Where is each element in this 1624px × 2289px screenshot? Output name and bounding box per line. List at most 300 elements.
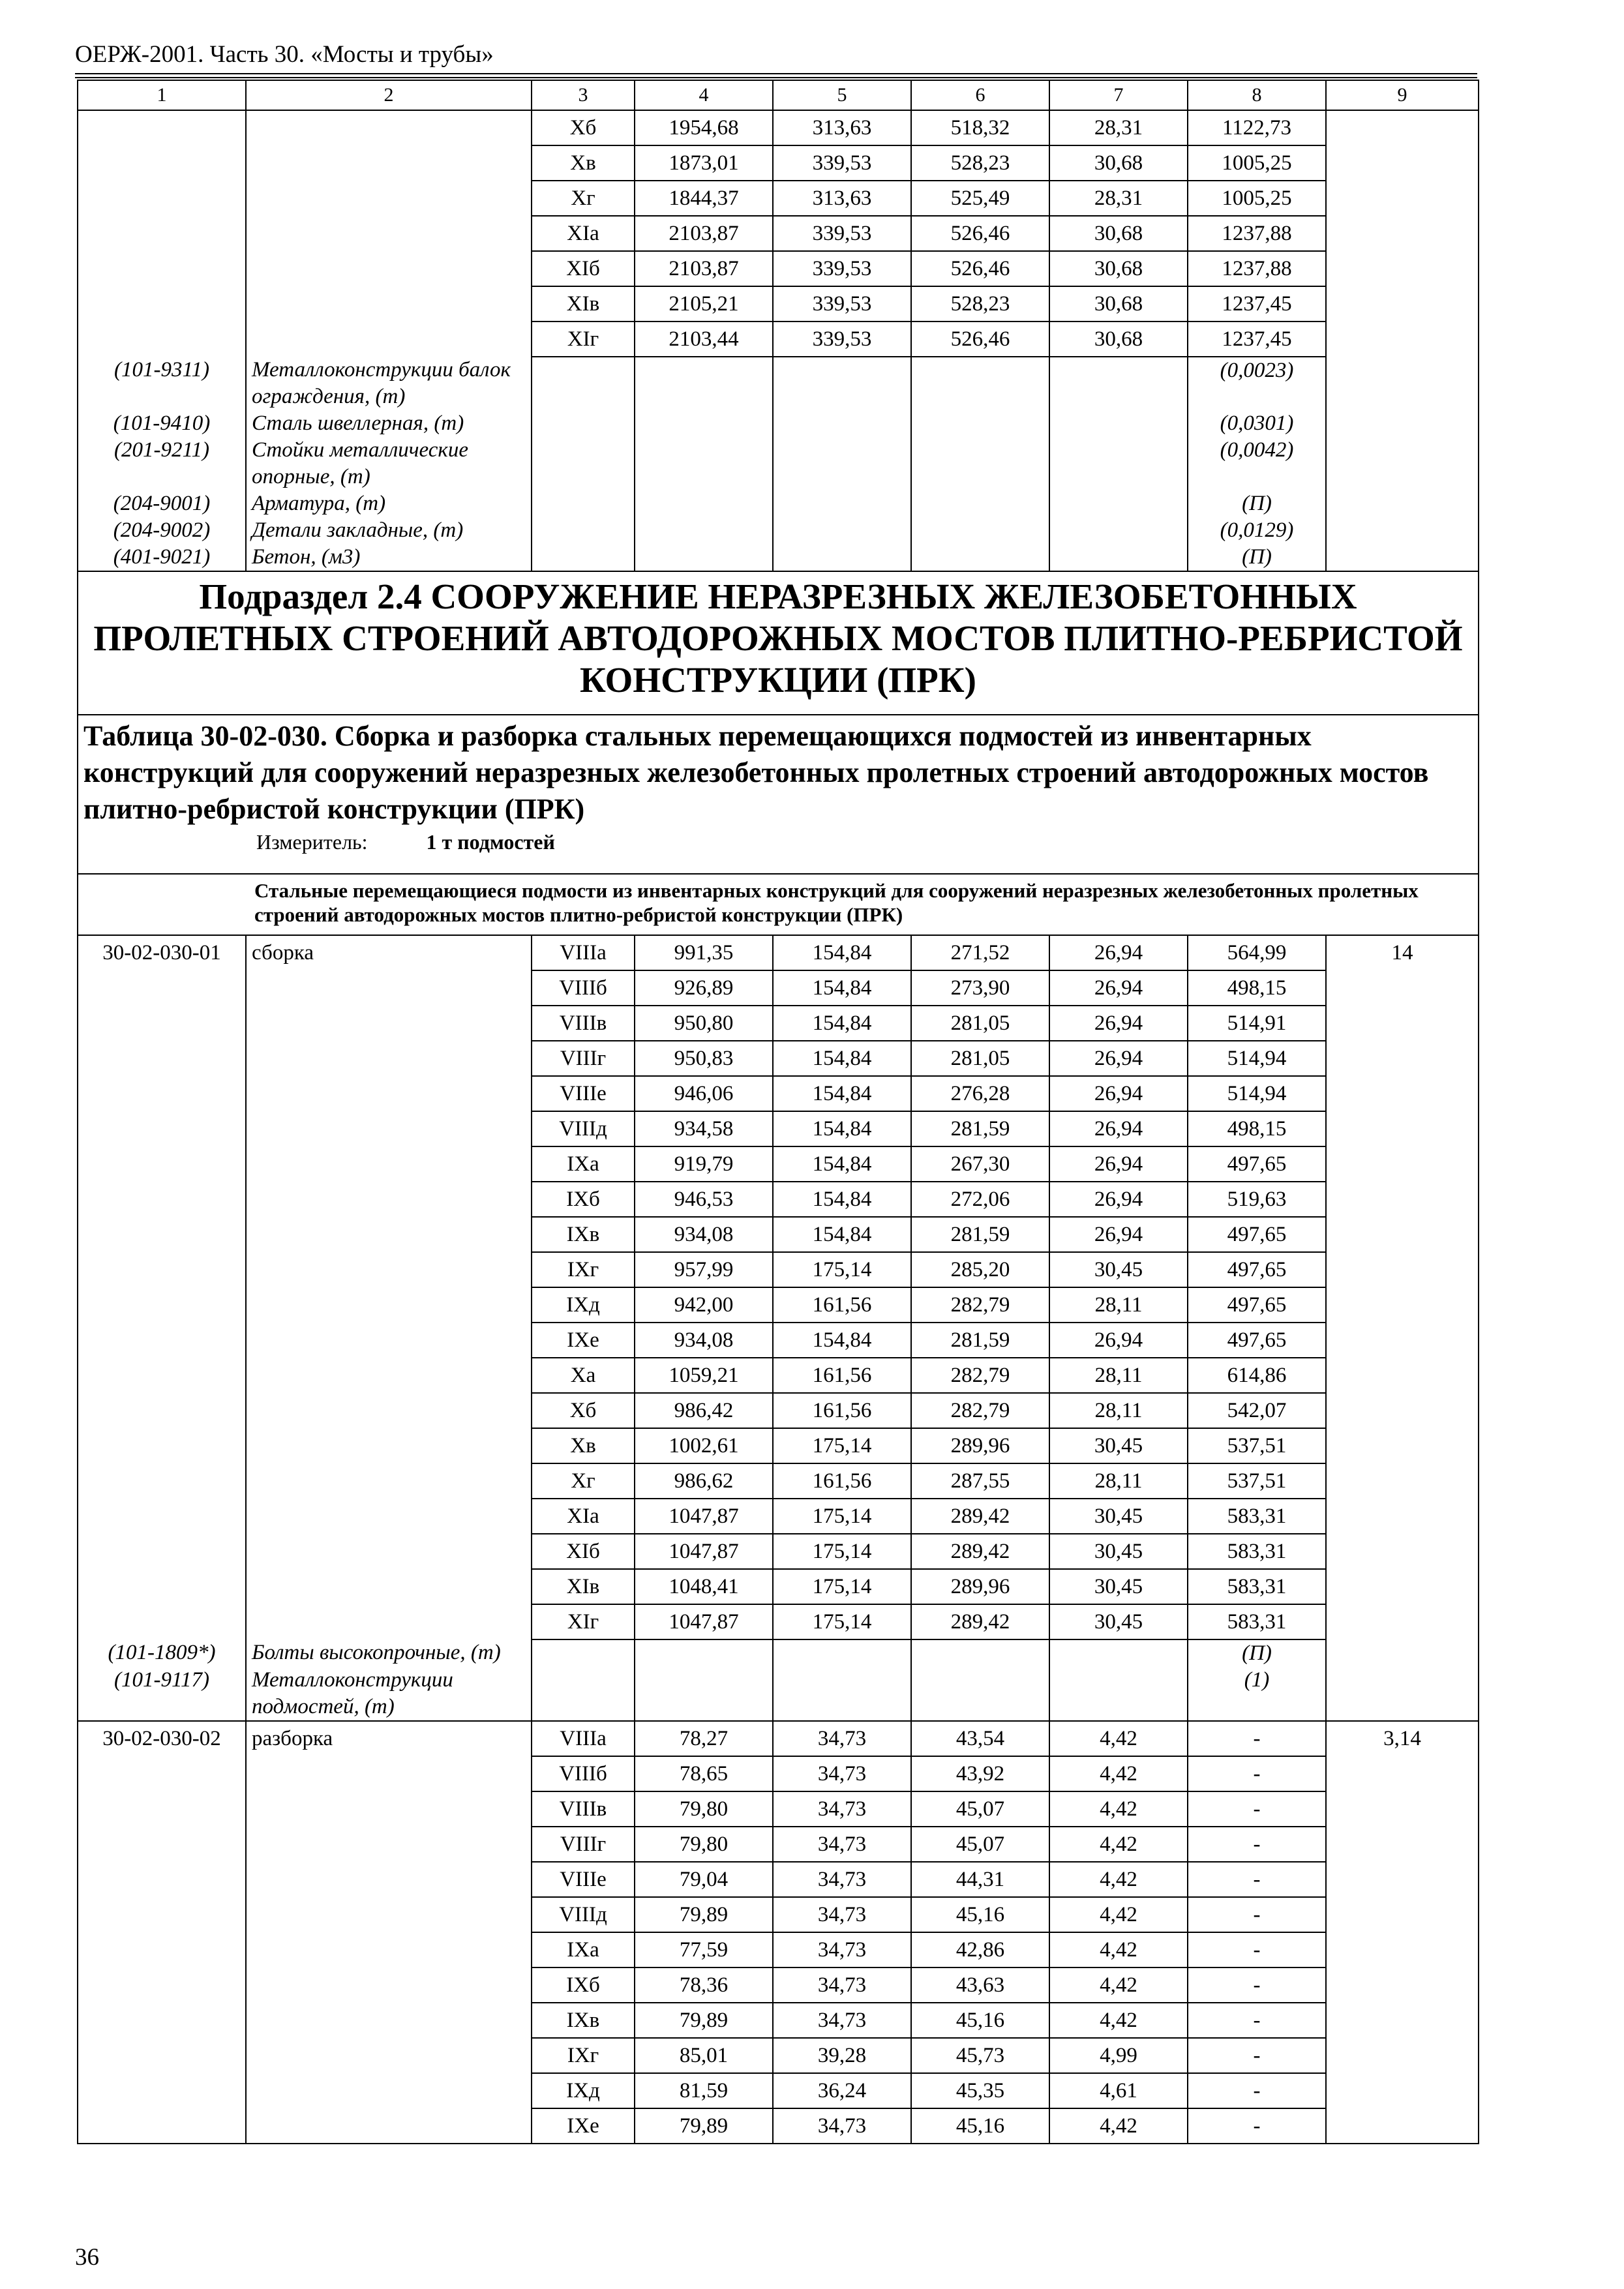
data-row — [78, 2038, 1479, 2073]
value-cell-c7: 30,68 — [1049, 145, 1188, 181]
name-cell — [246, 181, 532, 216]
name-cell — [246, 1569, 532, 1604]
code-cell — [78, 1041, 246, 1076]
empty-cell — [532, 490, 635, 517]
name-cell — [246, 2038, 532, 2073]
value-cell-c5: 34,73 — [773, 1827, 911, 1862]
empty-cell — [1326, 410, 1479, 437]
value-cell-c7: 26,94 — [1049, 1006, 1188, 1041]
resource-value: (0,0023) — [1188, 357, 1326, 410]
value-cell-c6: 281,05 — [911, 1041, 1049, 1076]
empty-cell — [635, 1639, 773, 1667]
value-cell-c6: 276,28 — [911, 1076, 1049, 1111]
value-cell-c8: 498,15 — [1188, 970, 1326, 1006]
column-number: 5 — [773, 80, 911, 110]
col9-cell — [1326, 1604, 1479, 1639]
code-cell — [78, 1252, 246, 1287]
data-row — [78, 1827, 1479, 1862]
group-cell: XIа — [532, 216, 635, 251]
column-number: 1 — [78, 80, 246, 110]
code-cell — [78, 1897, 246, 1932]
name-cell — [246, 1287, 532, 1323]
value-cell-c6: 285,20 — [911, 1252, 1049, 1287]
value-cell-c7: 30,68 — [1049, 216, 1188, 251]
value-cell-c8: - — [1188, 1791, 1326, 1827]
col9-cell — [1326, 1569, 1479, 1604]
code-cell — [78, 1534, 246, 1569]
empty-cell — [911, 437, 1049, 490]
resource-row — [78, 517, 1479, 544]
value-cell-c7: 28,11 — [1049, 1393, 1188, 1428]
code-cell — [78, 1756, 246, 1791]
section-title: Подраздел 2.4 СООРУЖЕНИЕ НЕРАЗРЕЗНЫХ ЖЕЛЕЗОБЕТОННЫХ ПРОЛЕТНЫХ СТРОЕНИЙ АВТОДОРОЖНЫХ МОСТОВ ПЛИТНО-РЕБРИСТОЙ КОНСТРУКЦИИ (ПРК) — [78, 571, 1479, 715]
value-cell-c5: 175,14 — [773, 1252, 911, 1287]
group-cell: VIIIе — [532, 1076, 635, 1111]
data-row — [78, 110, 1479, 145]
empty-cell — [911, 517, 1049, 544]
col9-cell — [1326, 1463, 1479, 1499]
value-cell-c5: 154,84 — [773, 1323, 911, 1358]
resource-row — [78, 544, 1479, 571]
group-cell: IXб — [532, 1967, 635, 2003]
value-cell-c7: 28,31 — [1049, 181, 1188, 216]
empty-cell — [1049, 410, 1188, 437]
code-cell — [78, 1287, 246, 1323]
group-cell: VIIIб — [532, 1756, 635, 1791]
value-cell-c6: 272,06 — [911, 1182, 1049, 1217]
value-cell-c5: 34,73 — [773, 1721, 911, 1756]
value-cell-c6: 289,96 — [911, 1428, 1049, 1463]
resource-value: (П) — [1188, 1639, 1326, 1667]
value-cell-c4: 79,04 — [635, 1862, 773, 1897]
value-cell-c6: 45,35 — [911, 2073, 1049, 2108]
name-cell — [246, 1463, 532, 1499]
group-cell: XIб — [532, 251, 635, 286]
group-cell: Xб — [532, 110, 635, 145]
value-cell-c6: 289,96 — [911, 1569, 1049, 1604]
data-row — [78, 1252, 1479, 1287]
empty-cell — [532, 1639, 635, 1667]
value-cell-c4: 1047,87 — [635, 1604, 773, 1639]
code-cell — [78, 110, 246, 145]
data-row — [78, 1217, 1479, 1252]
col9-cell — [1326, 1897, 1479, 1932]
value-cell-c7: 4,42 — [1049, 1932, 1188, 1967]
resource-code: (101-1809*) — [78, 1639, 246, 1667]
value-cell-c4: 1844,37 — [635, 181, 773, 216]
value-cell-c6: 287,55 — [911, 1463, 1049, 1499]
group-cell: IXг — [532, 1252, 635, 1287]
data-row — [78, 1076, 1479, 1111]
col9-cell — [1326, 2108, 1479, 2144]
data-row — [78, 1756, 1479, 1791]
name-cell — [246, 1111, 532, 1146]
empty-cell — [635, 490, 773, 517]
resource-name: Болты высокопрочные, (т) — [246, 1639, 532, 1667]
value-cell-c7: 4,99 — [1049, 2038, 1188, 2073]
value-cell-c6: 281,05 — [911, 1006, 1049, 1041]
group-cell: IXг — [532, 2038, 635, 2073]
col9-cell — [1326, 1428, 1479, 1463]
value-cell-c7: 26,94 — [1049, 1111, 1188, 1146]
col9-cell — [1326, 1791, 1479, 1827]
empty-cell — [1049, 517, 1188, 544]
empty-cell — [1049, 1639, 1188, 1667]
empty-cell — [635, 410, 773, 437]
value-cell-c7: 4,42 — [1049, 1791, 1188, 1827]
value-cell-c4: 1047,87 — [635, 1499, 773, 1534]
name-cell — [246, 145, 532, 181]
data-row — [78, 2108, 1479, 2144]
col9-cell — [1326, 1358, 1479, 1393]
empty-cell — [532, 1667, 635, 1721]
value-cell-c8: 1122,73 — [1188, 110, 1326, 145]
table-title: Таблица 30-02-030. Сборка и разборка стальных перемещающихся подмостей из инвентарных конструкций для сооружений неразрезных железобетонных пролетных строений автодорожных мостов плитно-ребристой конструкции (ПРК) — [83, 720, 1429, 825]
name-cell — [246, 1323, 532, 1358]
value-cell-c4: 1048,41 — [635, 1569, 773, 1604]
value-cell-c6: 282,79 — [911, 1287, 1049, 1323]
empty-cell — [1049, 1667, 1188, 1721]
data-row — [78, 1006, 1479, 1041]
table-title-row — [78, 715, 1479, 874]
col9-cell — [1326, 1827, 1479, 1862]
empty-cell — [773, 517, 911, 544]
column-number: 8 — [1188, 80, 1326, 110]
value-cell-c4: 957,99 — [635, 1252, 773, 1287]
value-cell-c8: - — [1188, 1721, 1326, 1756]
value-cell-c5: 154,84 — [773, 1146, 911, 1182]
resource-name: Бетон, (м3) — [246, 544, 532, 571]
value-cell-c7: 28,11 — [1049, 1358, 1188, 1393]
value-cell-c5: 161,56 — [773, 1287, 911, 1323]
value-cell-c4: 2103,87 — [635, 251, 773, 286]
data-row — [78, 1534, 1479, 1569]
name-cell — [246, 1862, 532, 1897]
resource-code: (101-9117) — [78, 1667, 246, 1721]
group-cell: Xв — [532, 1428, 635, 1463]
group-cell: VIIIб — [532, 970, 635, 1006]
empty-cell — [773, 410, 911, 437]
value-cell-c7: 4,42 — [1049, 1756, 1188, 1791]
group-cell: VIIIв — [532, 1791, 635, 1827]
empty-cell — [1326, 517, 1479, 544]
value-cell-c5: 313,63 — [773, 181, 911, 216]
value-cell-c7: 4,42 — [1049, 2108, 1188, 2144]
value-cell-c7: 4,42 — [1049, 1862, 1188, 1897]
name-cell — [246, 1393, 532, 1428]
value-cell-c6: 43,54 — [911, 1721, 1049, 1756]
value-cell-c7: 26,94 — [1049, 935, 1188, 970]
group-cell: Xа — [532, 1358, 635, 1393]
value-cell-c8: 1237,88 — [1188, 216, 1326, 251]
group-cell: IXд — [532, 2073, 635, 2108]
value-cell-c5: 339,53 — [773, 251, 911, 286]
code-cell — [78, 1862, 246, 1897]
value-cell-c6: 518,32 — [911, 110, 1049, 145]
value-cell-c5: 339,53 — [773, 145, 911, 181]
value-cell-c4: 1002,61 — [635, 1428, 773, 1463]
value-cell-c5: 34,73 — [773, 1862, 911, 1897]
value-cell-c4: 946,06 — [635, 1076, 773, 1111]
group-cell: IXа — [532, 1146, 635, 1182]
value-cell-c6: 45,73 — [911, 2038, 1049, 2073]
name-cell — [246, 1827, 532, 1862]
resource-value: (0,0129) — [1188, 517, 1326, 544]
col9-cell — [1326, 1252, 1479, 1287]
resource-row — [78, 357, 1479, 410]
resource-value: (П) — [1188, 544, 1326, 571]
value-cell-c4: 79,89 — [635, 1897, 773, 1932]
value-cell-c4: 1059,21 — [635, 1358, 773, 1393]
group-cell: VIIIе — [532, 1862, 635, 1897]
value-cell-c4: 934,08 — [635, 1217, 773, 1252]
value-cell-c6: 271,52 — [911, 935, 1049, 970]
empty-cell — [532, 544, 635, 571]
resource-row — [78, 437, 1479, 490]
code-cell — [78, 1076, 246, 1111]
empty-cell — [532, 517, 635, 544]
code-cell — [78, 1428, 246, 1463]
value-cell-c6: 281,59 — [911, 1111, 1049, 1146]
value-cell-c7: 30,68 — [1049, 286, 1188, 322]
resource-code: (101-9410) — [78, 410, 246, 437]
value-cell-c4: 85,01 — [635, 2038, 773, 2073]
value-cell-c7: 30,45 — [1049, 1252, 1188, 1287]
value-cell-c6: 45,16 — [911, 2003, 1049, 2038]
col9-cell — [1326, 1393, 1479, 1428]
data-row — [78, 1463, 1479, 1499]
name-cell — [246, 1428, 532, 1463]
group-cell: VIIIд — [532, 1897, 635, 1932]
code-cell — [78, 1323, 246, 1358]
name-cell — [246, 1041, 532, 1076]
value-cell-c5: 154,84 — [773, 1111, 911, 1146]
name-cell — [246, 286, 532, 322]
code-cell — [78, 1217, 246, 1252]
value-cell-c4: 919,79 — [635, 1146, 773, 1182]
data-row — [78, 251, 1479, 286]
data-row — [78, 1428, 1479, 1463]
name-cell — [246, 1967, 532, 2003]
value-cell-c5: 175,14 — [773, 1499, 911, 1534]
name-cell — [246, 1182, 532, 1217]
empty-cell — [532, 410, 635, 437]
value-cell-c5: 313,63 — [773, 110, 911, 145]
name-cell — [246, 1499, 532, 1534]
name-cell — [246, 1604, 532, 1639]
value-cell-c8: - — [1188, 1897, 1326, 1932]
name-cell — [246, 2003, 532, 2038]
value-cell-c5: 34,73 — [773, 1756, 911, 1791]
col9-cell — [1326, 181, 1479, 216]
value-cell-c7: 30,45 — [1049, 1604, 1188, 1639]
code-cell — [78, 2073, 246, 2108]
value-cell-c6: 525,49 — [911, 181, 1049, 216]
value-cell-c8: 583,31 — [1188, 1499, 1326, 1534]
name-cell — [246, 970, 532, 1006]
value-cell-c4: 79,89 — [635, 2003, 773, 2038]
value-cell-c5: 36,24 — [773, 2073, 911, 2108]
value-cell-c4: 78,65 — [635, 1756, 773, 1791]
column-number: 2 — [246, 80, 532, 110]
group-cell: XIб — [532, 1534, 635, 1569]
code-cell — [78, 1932, 246, 1967]
value-cell-c4: 79,89 — [635, 2108, 773, 2144]
code-cell — [78, 1182, 246, 1217]
col9-cell — [1326, 1217, 1479, 1252]
empty-cell — [1049, 544, 1188, 571]
code-cell — [78, 1393, 246, 1428]
value-cell-c8: 614,86 — [1188, 1358, 1326, 1393]
group-cell: XIг — [532, 322, 635, 357]
table-title-cell — [78, 715, 1479, 874]
resource-code: (201-9211) — [78, 437, 246, 490]
empty-cell — [532, 437, 635, 490]
value-cell-c6: 45,16 — [911, 1897, 1049, 1932]
data-row — [78, 1604, 1479, 1639]
name-cell: сборка — [246, 935, 532, 970]
column-number: 4 — [635, 80, 773, 110]
data-row — [78, 1499, 1479, 1534]
value-cell-c6: 281,59 — [911, 1323, 1049, 1358]
name-cell — [246, 2108, 532, 2144]
resource-value: (0,0301) — [1188, 410, 1326, 437]
value-cell-c6: 267,30 — [911, 1146, 1049, 1182]
value-cell-c4: 78,27 — [635, 1721, 773, 1756]
col9-cell — [1326, 1499, 1479, 1534]
measure-value: 1 т подмостей — [426, 830, 555, 854]
name-cell — [246, 216, 532, 251]
col9-cell — [1326, 2003, 1479, 2038]
subheading-cell — [78, 874, 1479, 935]
name-cell — [246, 1217, 532, 1252]
col9-cell — [1326, 1182, 1479, 1217]
group-cell: VIIIа — [532, 935, 635, 970]
resource-row — [78, 1639, 1479, 1667]
value-cell-c5: 175,14 — [773, 1569, 911, 1604]
col9-cell — [1326, 251, 1479, 286]
name-cell: разборка — [246, 1721, 532, 1756]
col9-cell — [1326, 1534, 1479, 1569]
value-cell-c7: 4,42 — [1049, 1967, 1188, 2003]
col9-cell — [1326, 145, 1479, 181]
empty-cell — [911, 357, 1049, 410]
value-cell-c8: 519,63 — [1188, 1182, 1326, 1217]
code-cell — [78, 1499, 246, 1534]
group-cell: VIIIа — [532, 1721, 635, 1756]
empty-cell — [773, 437, 911, 490]
code-cell — [78, 1569, 246, 1604]
data-row — [78, 1146, 1479, 1182]
resource-value: (0,0042) — [1188, 437, 1326, 490]
value-cell-c8: 564,99 — [1188, 935, 1326, 970]
group-cell: XIг — [532, 1604, 635, 1639]
value-cell-c7: 26,94 — [1049, 1217, 1188, 1252]
group-cell: VIIIг — [532, 1827, 635, 1862]
value-cell-c7: 26,94 — [1049, 970, 1188, 1006]
empty-cell — [773, 1667, 911, 1721]
value-cell-c6: 43,92 — [911, 1756, 1049, 1791]
col9-cell — [1326, 970, 1479, 1006]
resource-code: (204-9002) — [78, 517, 246, 544]
column-number: 7 — [1049, 80, 1188, 110]
section-title-row — [78, 571, 1479, 715]
value-cell-c6: 528,23 — [911, 145, 1049, 181]
value-cell-c6: 43,63 — [911, 1967, 1049, 2003]
column-number: 3 — [532, 80, 635, 110]
value-cell-c7: 28,31 — [1049, 110, 1188, 145]
col9-cell — [1326, 1756, 1479, 1791]
value-cell-c5: 339,53 — [773, 286, 911, 322]
value-cell-c8: - — [1188, 2073, 1326, 2108]
code-cell — [78, 1146, 246, 1182]
subheading-row — [78, 874, 1479, 935]
norms-table — [77, 80, 1479, 2144]
value-cell-c6: 42,86 — [911, 1932, 1049, 1967]
resource-code: (101-9311) — [78, 357, 246, 410]
value-cell-c7: 4,42 — [1049, 1897, 1188, 1932]
value-cell-c8: 514,91 — [1188, 1006, 1326, 1041]
value-cell-c8: 497,65 — [1188, 1217, 1326, 1252]
resource-name: Металлоконструкции балок ограждения, (т) — [246, 357, 532, 410]
empty-cell — [1326, 357, 1479, 410]
name-cell — [246, 1252, 532, 1287]
group-cell: XIв — [532, 1569, 635, 1604]
data-row — [78, 1967, 1479, 2003]
value-cell-c5: 34,73 — [773, 2003, 911, 2038]
code-cell — [78, 286, 246, 322]
column-number: 6 — [911, 80, 1049, 110]
col9-cell — [1326, 1932, 1479, 1967]
value-cell-c7: 28,11 — [1049, 1287, 1188, 1323]
value-cell-c4: 2103,87 — [635, 216, 773, 251]
empty-cell — [773, 1639, 911, 1667]
value-cell-c8: 583,31 — [1188, 1569, 1326, 1604]
value-cell-c6: 289,42 — [911, 1604, 1049, 1639]
code-cell — [78, 1604, 246, 1639]
value-cell-c4: 79,80 — [635, 1827, 773, 1862]
value-cell-c6: 45,07 — [911, 1827, 1049, 1862]
value-cell-c4: 942,00 — [635, 1287, 773, 1323]
resource-name: Стойки металлические опорные, (т) — [246, 437, 532, 490]
code-cell — [78, 216, 246, 251]
code-cell — [78, 970, 246, 1006]
code-cell: 30-02-030-02 — [78, 1721, 246, 1756]
value-cell-c5: 154,84 — [773, 1076, 911, 1111]
col9-cell — [1326, 1323, 1479, 1358]
col9-cell — [1326, 1862, 1479, 1897]
empty-cell — [1326, 437, 1479, 490]
group-cell: IXб — [532, 1182, 635, 1217]
value-cell-c8: - — [1188, 1967, 1326, 2003]
value-cell-c4: 950,83 — [635, 1041, 773, 1076]
data-row — [78, 2073, 1479, 2108]
value-cell-c5: 34,73 — [773, 1932, 911, 1967]
col9-cell — [1326, 2038, 1479, 2073]
measure-line — [83, 829, 1471, 855]
value-cell-c4: 1954,68 — [635, 110, 773, 145]
data-row — [78, 286, 1479, 322]
value-cell-c4: 991,35 — [635, 935, 773, 970]
resource-value: (П) — [1188, 490, 1326, 517]
value-cell-c8: 514,94 — [1188, 1041, 1326, 1076]
group-cell: Xб — [532, 1393, 635, 1428]
name-cell — [246, 322, 532, 357]
value-cell-c5: 39,28 — [773, 2038, 911, 2073]
empty-cell — [635, 517, 773, 544]
value-cell-c8: 514,94 — [1188, 1076, 1326, 1111]
value-cell-c8: - — [1188, 1827, 1326, 1862]
